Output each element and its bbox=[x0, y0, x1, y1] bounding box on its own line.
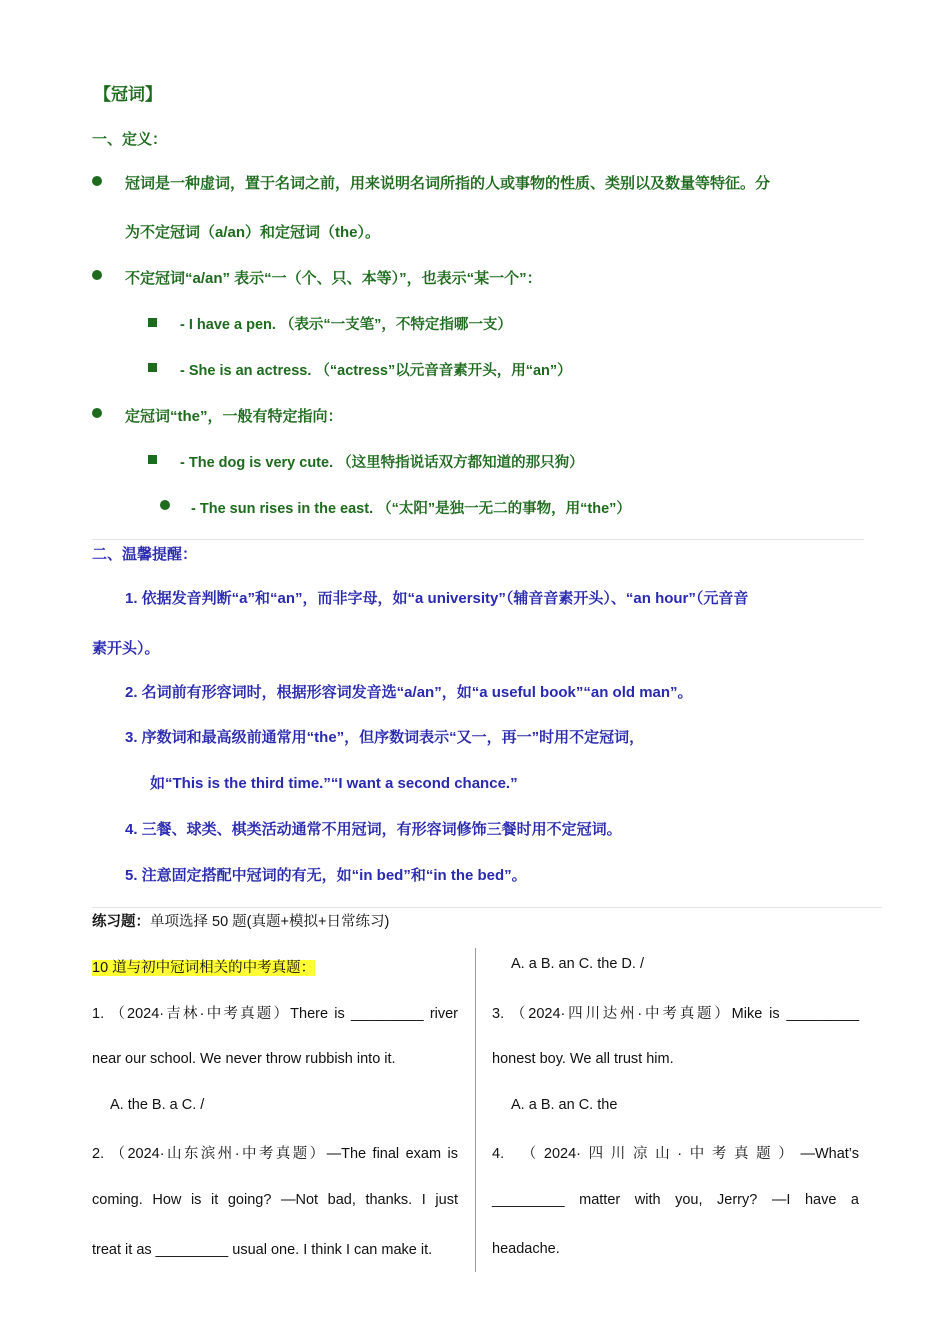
question-2-line-1: 2. （2024·山东滨州·中考真题）—The final exam is bbox=[92, 1146, 458, 1162]
answer-blank: _________ bbox=[351, 1006, 424, 1022]
exam-subheading bbox=[92, 956, 315, 977]
bullet-dot bbox=[92, 270, 102, 280]
question-4-stem: matter with you, Jerry? —I have a bbox=[579, 1192, 859, 1208]
bullet-square bbox=[148, 318, 157, 327]
example-sun: - The sun rises in the east. （“太阳”是独一无二的事物，用“the”） bbox=[191, 501, 631, 517]
question-1-line-2: near our school. We never throw rubbish into it. bbox=[92, 1051, 396, 1067]
tip-1-line-1: 1. 依据发音判断“a”和“an”，而非字母，如“a university”（辅音音素开头）、“an hour”（元音音 bbox=[125, 590, 749, 607]
answer-blank: _________ bbox=[155, 1242, 229, 1258]
bullet-dot bbox=[92, 176, 102, 186]
question-2-line-3 bbox=[92, 1242, 432, 1258]
question-1-stem: 1. （2024·吉林·中考真题）There is bbox=[92, 1006, 345, 1022]
exercise-label: 练习题： bbox=[92, 914, 150, 930]
definition-line-1: 冠词是一种虚词，置于名词之前，用来说明名词所指的人或事物的性质、类别以及数量等特征。分 bbox=[125, 175, 771, 192]
highlighted-subheading: 10 道与初中冠词相关的中考真题： bbox=[92, 960, 316, 976]
tip-3-line-2: 如“This is the third time.”“I want a second chance.” bbox=[150, 775, 518, 792]
tip-5: 5. 注意固定搭配中冠词的有无，如“in bed”和“in the bed”。 bbox=[125, 867, 527, 884]
example-actress: - She is an actress. （“actress”以元音音素开头，用“an”） bbox=[180, 363, 572, 379]
example-dog: - The dog is very cute. （这里特指说话双方都知道的那只狗） bbox=[180, 455, 584, 471]
exercise-header bbox=[92, 910, 389, 931]
column-divider bbox=[475, 948, 476, 1272]
definition-line-2: 为不定冠词（a/an）和定冠词（the）。 bbox=[125, 224, 381, 241]
question-2-stem: treat it as bbox=[92, 1242, 152, 1258]
example-pen: - I have a pen. （表示“一支笔”，不特定指哪一支） bbox=[180, 317, 512, 333]
question-1-line-1 bbox=[92, 1002, 458, 1023]
question-3-stem: 3. （2024·四川达州·中考真题）Mike is bbox=[492, 1006, 780, 1022]
definite-article-text: 定冠词“the”，一般有特定指向： bbox=[125, 408, 343, 425]
question-1-options: A. the B. a C. / bbox=[110, 1097, 205, 1113]
question-3-line-2: honest boy. We all trust him. bbox=[492, 1051, 674, 1067]
bullet-square bbox=[148, 363, 157, 372]
question-3-line-1 bbox=[492, 1002, 859, 1023]
question-3-options: A. a B. an C. the bbox=[511, 1097, 618, 1113]
section-heading-tips: 二、温馨提醒： bbox=[92, 546, 198, 563]
question-4-line-3: headache. bbox=[492, 1241, 560, 1257]
bullet-dot bbox=[92, 408, 102, 418]
question-2-stem-end: usual one. I think I can make it. bbox=[232, 1242, 433, 1258]
indefinite-article-text: 不定冠词“a/an” 表示“一（个、只、本等）”，也表示“某一个”： bbox=[125, 270, 542, 287]
tip-4: 4. 三餐、球类、棋类活动通常不用冠词，有形容词修饰三餐时用不定冠词。 bbox=[125, 821, 622, 838]
tip-1-line-2: 素开头）。 bbox=[92, 640, 160, 657]
answer-blank: _________ bbox=[492, 1192, 565, 1208]
page-title: 【冠词】 bbox=[94, 85, 162, 104]
question-1-stem-end: river bbox=[429, 1006, 459, 1022]
tip-2: 2. 名词前有形容词时，根据形容词发音选“a/an”，如“a useful book”“an old man”。 bbox=[125, 684, 693, 701]
question-2-line-2: coming. How is it going? —Not bad, thanks. I just bbox=[92, 1192, 458, 1208]
bullet-square bbox=[148, 455, 157, 464]
question-4-line-1: 4. （2024·四川凉山·中考真题）—What’s bbox=[492, 1146, 859, 1162]
question-4-line-2 bbox=[492, 1192, 859, 1208]
divider bbox=[92, 539, 864, 540]
tip-3-line-1: 3. 序数词和最高级前通常用“the”，但序数词表示“又一，再一”时用不定冠词， bbox=[125, 729, 645, 746]
bullet-dot bbox=[160, 500, 170, 510]
answer-blank: _________ bbox=[786, 1006, 860, 1022]
question-2-options: A. a B. an C. the D. / bbox=[511, 956, 644, 972]
section-heading-definition: 一、定义： bbox=[92, 131, 168, 148]
divider bbox=[92, 907, 882, 908]
exercise-description: 单项选择 50 题(真题+模拟+日常练习) bbox=[150, 914, 390, 930]
